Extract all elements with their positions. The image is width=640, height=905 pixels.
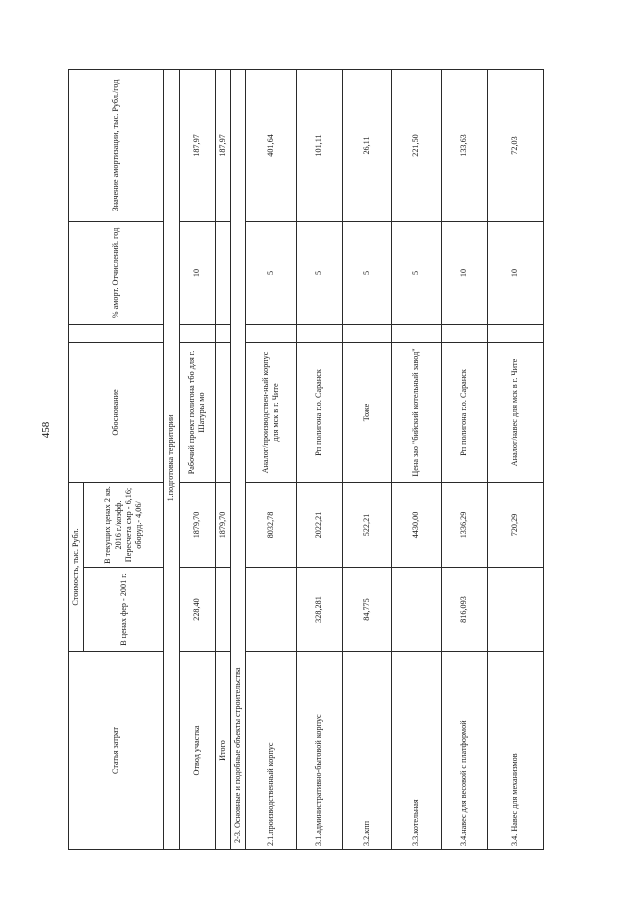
- row-name: Итого: [215, 652, 230, 850]
- row-amort-pct: 10: [442, 221, 488, 324]
- header-cost-2001: В ценах фер - 2001 г.: [84, 568, 164, 652]
- row-justification: Рп полигона г.о. Саранск: [442, 342, 488, 482]
- row-amort-value: 26,11: [343, 69, 392, 221]
- cost-table-container: [68, 70, 532, 850]
- row-cost-2001: 84,775: [343, 568, 392, 652]
- row-amort-value: 101,11: [297, 69, 343, 221]
- table-row: [343, 69, 392, 849]
- row-name: 2.1.производственный корпус: [246, 652, 297, 850]
- cost-table: [68, 69, 544, 850]
- row-cost-2001: [246, 568, 297, 652]
- row-cost-2001: 816,093: [442, 568, 488, 652]
- row-amort-pct: 10: [488, 221, 544, 324]
- row-name: 3.1.административно-бытовой корпус: [297, 652, 343, 850]
- section-title: 1.подготовка территории: [164, 69, 179, 849]
- table-row: [215, 69, 230, 849]
- row-justification: [215, 342, 230, 482]
- row-amort-value: 133,63: [442, 69, 488, 221]
- section-title: 2-3. Основные и подобные объекты строительства: [230, 69, 245, 849]
- row-cost-2001: 228,40: [179, 568, 215, 652]
- header-cost-current: В текущих ценах 2 кв. 2016 г./коэфф. Пересчета смр - 6,16; оборуд.- 4,06/: [84, 482, 164, 567]
- table-row: [297, 69, 343, 849]
- row-name: Отвод участка: [179, 652, 215, 850]
- row-cost-current: 8032,78: [246, 482, 297, 567]
- table-row: [442, 69, 488, 849]
- row-name: 3.3.котельная: [392, 652, 442, 850]
- row-amort-value: 187,97: [179, 69, 215, 221]
- header-spacer: [69, 324, 164, 342]
- row-amort-pct: 5: [343, 221, 392, 324]
- row-cost-2001: [392, 568, 442, 652]
- row-name: 3.4. Навес для механизмов: [488, 652, 544, 850]
- row-cost-current: 1879,70: [179, 482, 215, 567]
- header-article: Статья затрат: [69, 652, 164, 850]
- row-justification: Цена зао "бийский котельный завод": [392, 342, 442, 482]
- row-justification: Рабочий проект полигона тбо для г. Шатуры мо: [179, 342, 215, 482]
- row-justification: Аналог/навес для мск в г. Чите: [488, 342, 544, 482]
- row-amort-pct: 5: [297, 221, 343, 324]
- header-justification: Обоснование: [69, 342, 164, 482]
- row-cost-2001: [488, 568, 544, 652]
- row-amort-pct: 5: [392, 221, 442, 324]
- row-cost-current: 720,29: [488, 482, 544, 567]
- row-name: 3.2.кпп: [343, 652, 392, 850]
- row-amort-value: 187,97: [215, 69, 230, 221]
- header-amort-pct: % аморт. Отчислений. год: [69, 221, 164, 324]
- row-cost-2001: [215, 568, 230, 652]
- row-amort-value: 401,64: [246, 69, 297, 221]
- table-row: [392, 69, 442, 849]
- header-cost-group: Стоимость, тыс. Рубл.: [69, 482, 84, 651]
- header-amort-value: Значение амортизации, тыс. Рубл./год: [69, 69, 164, 221]
- page-number: 458: [40, 421, 52, 439]
- row-justification: Тоже: [343, 342, 392, 482]
- row-cost-current: 4430,00: [392, 482, 442, 567]
- table-row: [246, 69, 297, 849]
- row-amort-value: 221,50: [392, 69, 442, 221]
- row-justification: Рп полигона г.о. Саранск: [297, 342, 343, 482]
- row-name: 3.4.навес для весовой с платформой: [442, 652, 488, 850]
- table-row: [179, 69, 215, 849]
- row-justification: Аналог/производствен-ный корпус для мск в г. Чите: [246, 342, 297, 482]
- row-cost-current: 522,21: [343, 482, 392, 567]
- row-amort-value: 72,03: [488, 69, 544, 221]
- row-cost-current: 1336,29: [442, 482, 488, 567]
- row-cost-2001: 328,281: [297, 568, 343, 652]
- row-cost-current: 1879,70: [215, 482, 230, 567]
- row-cost-current: 2022,21: [297, 482, 343, 567]
- row-amort-pct: 10: [179, 221, 215, 324]
- row-amort-pct: [215, 221, 230, 324]
- table-row: [488, 69, 544, 849]
- row-amort-pct: 5: [246, 221, 297, 324]
